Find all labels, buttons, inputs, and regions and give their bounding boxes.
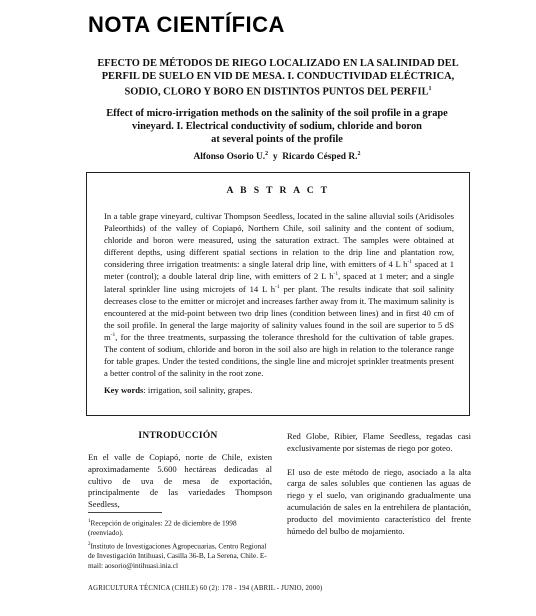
abstract-segment: , spaced at 1 meter; and a single lateral sprinkler line using microjets of 14 L h [104,271,454,294]
author-joiner: y [272,152,278,163]
footnote-divider [88,512,162,513]
author-name: Alfonso Osorio U. [193,152,266,163]
introduction-right-paragraph: El uso de este método de riego, asociado a la alta carga de sales solubles que contienen las aguas de riego y el suelo, van originando gradualmente una acumulación de sales en la entrehilera de plantación, producto del movimiento característico del frente húmedo del bulbo de mojamiento. [287,466,471,536]
keywords [104,385,454,395]
keywords-label: Key words [104,385,144,395]
spanish-title-line [78,83,478,98]
abstract-segment: spaced at 1 meter (control); a double lateral drip line, with emitters of 2 L h [104,259,455,282]
spanish-title-text: SODIO, CLORO Y BORO EN DISTINTOS PUNTOS DEL PERFIL [124,86,429,98]
abstract-box [86,172,470,416]
introduction-heading: INTRODUCCIÓN [138,431,218,441]
unit-exponent: -1 [110,332,116,339]
abstract-heading: A B S T R A C T [226,185,330,196]
section-label: NOTA CIENTÍFICA [88,12,285,37]
spanish-title-line: PERFIL DE SUELO EN VID DE MESA. I. CONDUCTIVIDAD ELÉCTRICA, [101,71,455,82]
abstract-segment: In a table grape vineyard, cultivar Thompson Seedless, located in the saline alluvial soils (Aridisoles Paleorthids) of the valley of Copiapó, Northern Chile, soil salinity and the content of sodium, chloride and boron were measured, using the saturation extract. The samples were obtained at different depths, using different spatial sections in relation to the drip line and plantation row, considering three irrigation treatments: a single lateral drip line, with emitters of 4 L h [104,211,454,270]
english-title-line: Effect of micro-irrigation methods on the salinity of the soil profile in a grape [106,108,448,119]
author-list [80,151,474,162]
abstract-text [104,210,454,379]
title-footnote-mark: 1 [428,86,432,92]
english-title-line: vineyard. I. Electrical conductivity of sodium, chloride and boron [132,121,422,132]
unit-exponent: -1 [407,259,413,266]
author-affiliation-mark: 2 [265,151,269,157]
footnotes [88,517,272,571]
abstract-segment: per plant. The results indicate that soil salinity decreases close to the emitter or microjet and increases farther away from it. The maximum salinity is encountered at the mid-point between two drip lines (condition between lines) and in first 40 cm of the soil profile. In general the large majority of salinity values found in the soil are superior to 5 dS m [104,283,454,342]
footnote-text: Instituto de Investigaciones Agropecuarias, Centro Regional de Investigación Intihuasi, Casilla 36-B, La Serena, Chile. E-mail: aosorio@intihuasi.inia.cl [88,541,267,571]
abstract-segment: , for the three treatments, surpassing the tolerance threshold for the cultivation of table grapes. The content of sodium, chloride and boron in the soil also are high in relation to the tolerance range for table grapes. Under the tested conditions, the single line and microjet sprinkler treatments present a better control of the salinity in the root zone. [104,331,454,379]
spanish-title [78,57,478,98]
english-title-line: at several points of the profile [211,134,343,145]
introduction-right-paragraph: Red Globe, Ribier, Flame Seedless, regadas casi exclusivamente por sistemas de riego por goteo. [287,431,471,453]
introduction-right-column [287,431,471,537]
introduction-left-paragraph: En el valle de Copiapó, norte de Chile, existen aproximadamente 5.600 hectáreas dedicadas al cultivo de uva de mesa de exportación, principalmente de las variedades Thompson Seedless, [88,452,272,510]
footnote-mark: 1 [88,519,91,524]
author-name: Ricardo Césped R. [282,152,358,163]
unit-exponent: -1 [333,271,339,278]
footnote-received [88,517,272,538]
unit-exponent: -1 [275,283,280,290]
journal-footer: AGRICULTURA TÉCNICA (CHILE) 60 (2): 178 - 194 (ABRIL - JUNIO, 2000) [88,585,323,592]
footnote-affiliation [88,540,272,571]
author-affiliation-mark: 2 [357,151,361,157]
english-title [80,107,474,146]
keywords-list: : irrigation, soil salinity, grapes. [143,385,253,395]
footnote-mark: 2 [88,542,91,548]
spanish-title-line: EFECTO DE MÉTODOS DE RIEGO LOCALIZADO EN LA SALINIDAD DEL [97,58,459,69]
footnote-text: Recepción de originales: 22 de diciembre de 1998 (reenviado). [88,518,237,538]
